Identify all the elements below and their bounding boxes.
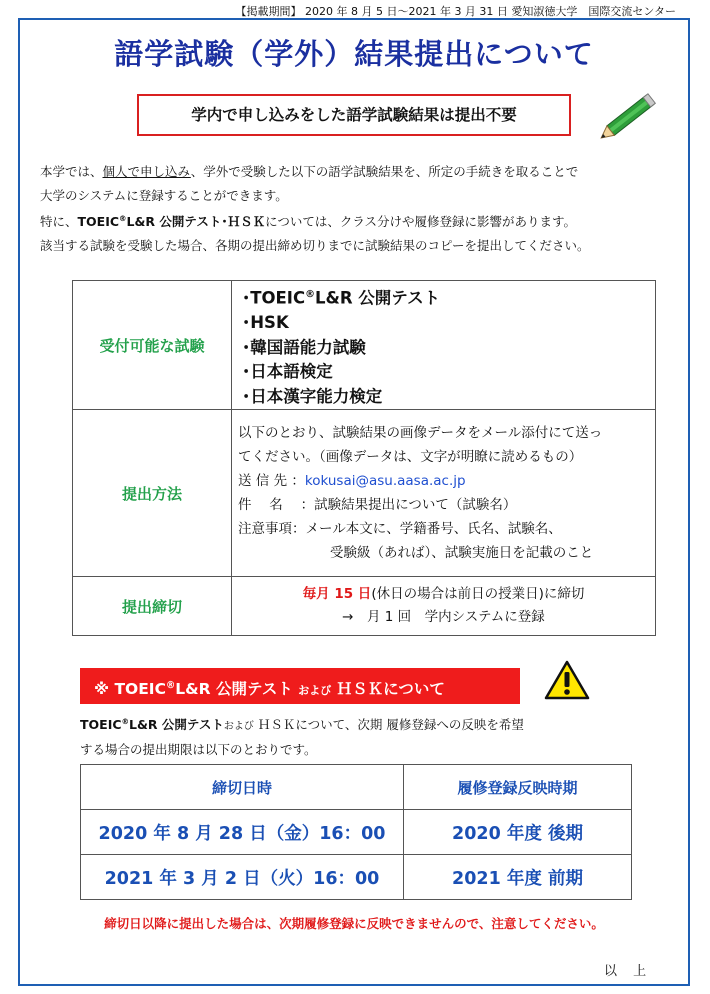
exam-name-text: L&R 公開テスト (129, 717, 224, 733)
exam-list (232, 281, 655, 409)
banner-text: L&R 公開テスト (175, 680, 299, 699)
exams-row (73, 281, 656, 410)
registered-mark: ® (121, 717, 130, 726)
deadline-day: 毎月 15 日 (302, 586, 372, 602)
posting-period-dates: 2020 年 8 月 5 日～2021 年 3 月 31 日 (301, 5, 508, 18)
reflection-term: 2020 年度 後期 (404, 810, 632, 855)
closing-mark: 以 上 (604, 964, 653, 979)
exam-item (242, 360, 655, 385)
exam-item (242, 311, 655, 336)
subject-value: 試験結果提出について（試験名） (314, 497, 517, 513)
para-text: ＨＳＫについて、次期 履修登録への反映を希望 (253, 717, 524, 733)
deadline-registration: → 月 1 回 学内システムに登録 (342, 609, 545, 625)
exams-cell (232, 281, 656, 410)
posting-period (235, 3, 676, 19)
warning-icon (544, 660, 590, 700)
exam-name: ･HSK (242, 313, 289, 332)
reflection-term: 2021 年度 前期 (404, 855, 632, 900)
exam-name: ･韓国語能力試験 (242, 337, 366, 357)
intro-line: 大学のシステムに登録することができます。 (40, 187, 288, 203)
subject-label: 件 名 ： (238, 497, 315, 513)
toeic-hsk-banner (80, 668, 520, 704)
intro-line: 該当する試験を受験した場合、各期の提出締め切りまでに試験結果のコピーを提出してください。 (40, 237, 590, 253)
method-row (73, 410, 656, 577)
late-submission-warning: 締切日以降に提出した場合は、次期履修登録に反映できませんので、注意してください。 (104, 916, 604, 931)
email-address[interactable]: kokusai@asu.aasa.ac.jp (304, 473, 466, 489)
and-text: および (223, 721, 254, 733)
toeic-text: TOEIC (77, 214, 120, 230)
organization-name: 愛知淑徳大学 国際交流センター (507, 5, 676, 18)
method-line: 以下のとおり、試験結果の画像データをメール添付にて送っ (238, 425, 603, 441)
deadline-cell (232, 577, 656, 636)
notes-value: メール本文に、学籍番号、氏名、試験名、 (305, 521, 562, 537)
exam-item (242, 283, 655, 311)
method-cell (232, 410, 656, 577)
banner-small-text: および (298, 684, 332, 698)
banner-text: ＨＳＫについて (331, 680, 445, 699)
intro-text: 、学外で受験した以下の語学試験結果を、所定の手続きを取ることで (190, 164, 579, 179)
exam-name: ･日本漢字能力検定 (242, 386, 383, 406)
para-line: する場合の提出期限は以下のとおりです。 (80, 742, 317, 758)
deadline-datetime: 2020 年 8 月 28 日（金）16：00 (81, 810, 404, 855)
banner-text: ※ TOEIC (94, 680, 166, 699)
posting-period-prefix: 【掲載期間】 (235, 5, 302, 18)
exam-item (242, 336, 655, 361)
pencil-icon (592, 86, 664, 148)
deadline-datetime: 2021 年 3 月 2 日（火）16：00 (81, 855, 404, 900)
method-label: 提出方法 (73, 410, 232, 577)
table-row (81, 855, 632, 900)
registered-mark: ® (119, 214, 127, 223)
submission-info-table (72, 280, 656, 636)
header-reflection-term: 履修登録反映時期 (404, 765, 632, 810)
toeic-text: TOEIC (80, 717, 122, 733)
deadline-row (73, 577, 656, 636)
notes-label: 注意事項： (238, 521, 306, 537)
deadline-dates-table (80, 764, 632, 900)
to-label: 送 信 先 ： (238, 473, 305, 489)
exam-name: ･日本語検定 (242, 362, 333, 381)
intro-underline-text: 個人で申し込み (102, 164, 191, 179)
page-title: 語学試験（学外）結果提出について (114, 37, 594, 71)
notes-value-cont: 受験級（あれば）、試験実施日を記載のこと (330, 545, 594, 561)
intro-text: 本学では、 (40, 164, 103, 179)
exam-item (242, 385, 655, 410)
intro-paragraph (40, 160, 670, 257)
intro-text: については、クラス分けや履修登録に影響があります。 (265, 214, 577, 230)
header-deadline: 締切日時 (81, 765, 404, 810)
toeic-hsk-paragraph (80, 710, 640, 761)
registered-mark: ® (165, 680, 176, 691)
deadline-label: 提出締切 (73, 577, 232, 636)
exam-names-text: L&R 公開テスト･ＨＳＫ (126, 214, 266, 230)
exam-name: ･TOEIC (242, 288, 306, 308)
exam-name-suffix: L&R 公開テスト (314, 288, 441, 308)
intro-text: 特に、 (40, 214, 78, 230)
dates-header-row (81, 765, 632, 810)
table-row (81, 810, 632, 855)
exams-label: 受付可能な試験 (73, 281, 232, 410)
notice-box: 学内で申し込みをした語学試験結果は提出不要 (137, 94, 571, 136)
deadline-note: (休日の場合は前日の授業日)に締切 (371, 586, 585, 602)
method-line: てください。（画像データは、文字が明瞭に読めるもの） (238, 449, 583, 465)
registered-mark: ® (305, 289, 315, 300)
